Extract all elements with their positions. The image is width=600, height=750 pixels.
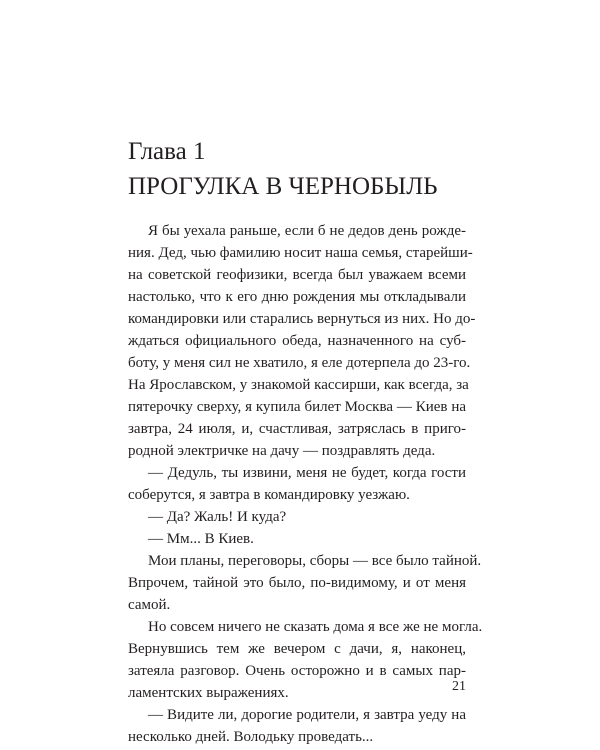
text-line: соберутся, я завтра в командировку уезжаю. (128, 487, 410, 503)
text-line: самой. (128, 597, 171, 613)
text-line: Я бы уехала раньше, если б не дедов день рожде- (148, 223, 466, 239)
text-line: несколько дней. Володьку проведать... (128, 729, 374, 745)
text-line: ждаться официального обеда, назначенного на суб- (128, 333, 466, 349)
text-line: ламентских выражениях. (128, 685, 289, 701)
text-line: командировки или старались вернуться из них. Но до- (128, 311, 476, 327)
chapter-label: Глава 1 (128, 138, 206, 165)
text-line: пятерочку сверху, я купила билет Москва — Киев на (128, 399, 466, 415)
text-line: ния. Дед, чью фамилию носит наша семья, старейши- (128, 245, 473, 261)
text-line: Вернувшись тем же вечером с дачи, я, наконец, (128, 641, 466, 657)
text-line: родной электричке на дачу — поздравлять деда. (128, 443, 436, 459)
text-line: на советской геофизики, всегда был уважаем всеми (128, 267, 466, 283)
text-line: Впрочем, тайной это было, по-видимому, и от меня (128, 575, 466, 591)
text-line: — Видите ли, дорогие родители, я завтра уеду на (148, 707, 466, 723)
text-line: — Да? Жаль! И куда? (148, 509, 287, 525)
text-line: настолько, что к его дню рождения мы откладывали (128, 289, 466, 305)
text-line: боту, у меня сил не хватило, я еле дотерпела до 23-го. (128, 355, 471, 371)
chapter-title: ПРОГУЛКА В ЧЕРНОБЫЛЬ (128, 173, 438, 200)
page-number: 21 (452, 679, 466, 694)
text-line: завтра, 24 июля, и, счастливая, затряслась в приго- (128, 421, 466, 437)
chapter-body (128, 220, 483, 748)
text-line: — Мм... В Киев. (148, 531, 254, 547)
text-line: затеяла разговор. Очень осторожно и в самых пар- (128, 663, 466, 679)
text-line: Мои планы, переговоры, сборы — все было тайной. (148, 553, 482, 569)
text-line: На Ярославском, у знакомой кассирши, как всегда, за (128, 377, 469, 393)
text-line: Но совсем ничего не сказать дома я все же не могла. (148, 619, 483, 635)
text-line: — Дедуль, ты извини, меня не будет, когда гости (148, 465, 466, 481)
